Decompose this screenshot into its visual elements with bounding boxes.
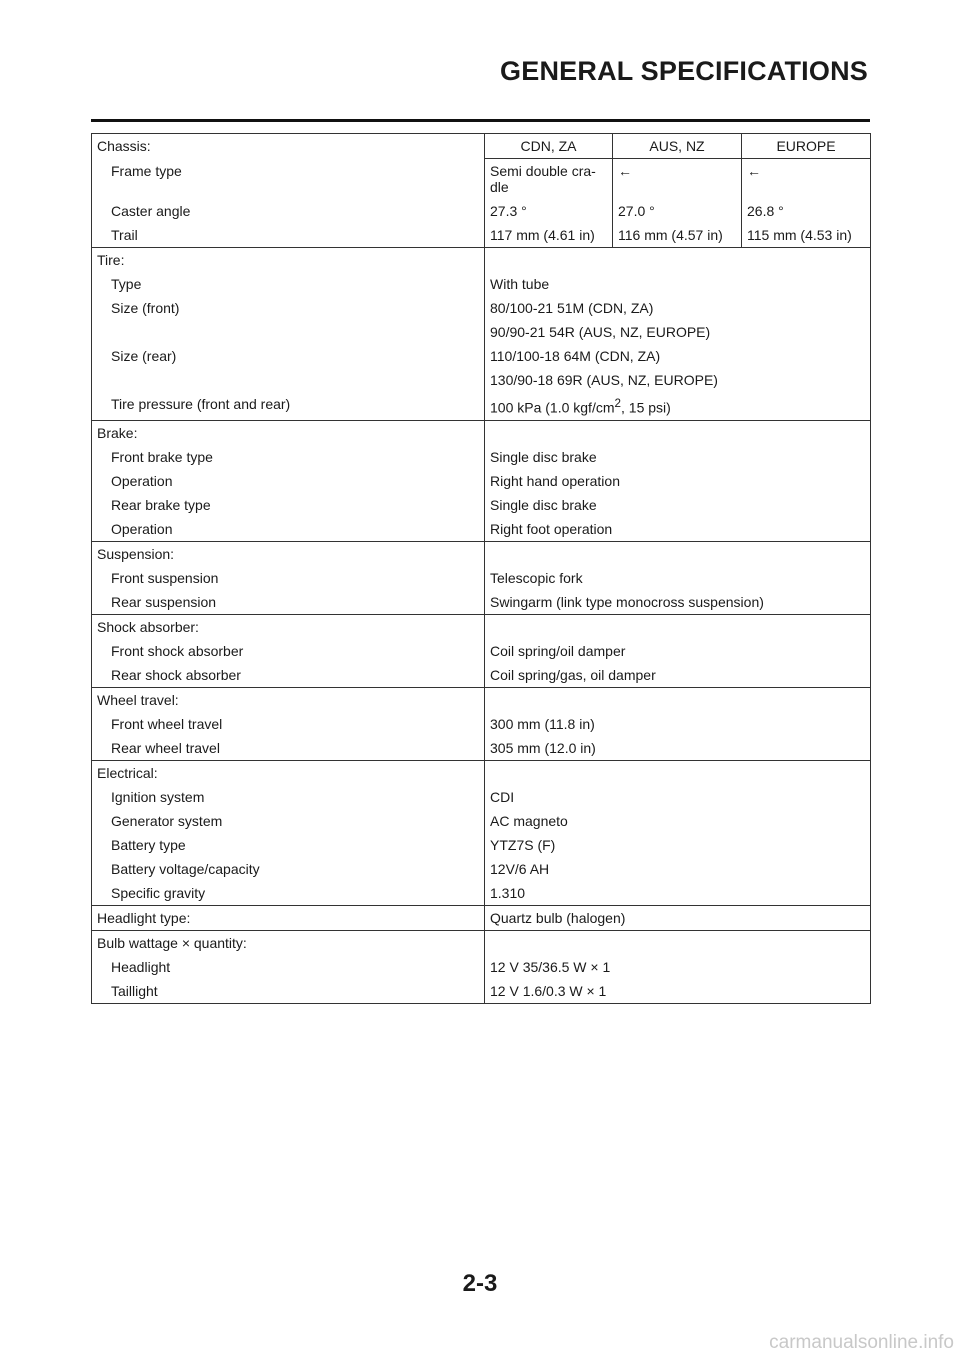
row-label: Headlight bbox=[92, 955, 485, 979]
column-header-cdn-za: CDN, ZA bbox=[485, 134, 613, 159]
column-header-europe: EUROPE bbox=[742, 134, 871, 159]
cell-value: Telescopic fork bbox=[485, 566, 871, 590]
section-heading-chassis: Chassis: bbox=[92, 134, 485, 159]
cell-value: 80/100-21 51M (CDN, ZA) bbox=[485, 296, 871, 320]
table-row bbox=[92, 159, 871, 200]
cell-value bbox=[485, 930, 871, 955]
row-label: Rear wheel travel bbox=[92, 736, 485, 761]
row-label-size-rear: Size (rear) bbox=[92, 344, 485, 368]
cell-value: 116 mm (4.57 in) bbox=[613, 223, 742, 248]
cell-value: Semi double cra-dle bbox=[485, 159, 613, 200]
cell-value: 27.3 ° bbox=[485, 199, 613, 223]
row-label: Operation bbox=[92, 469, 485, 493]
row-label: Front shock absorber bbox=[92, 639, 485, 663]
section-heading-suspension: Suspension: bbox=[92, 541, 485, 566]
row-label: Taillight bbox=[92, 979, 485, 1004]
row-label: Specific gravity bbox=[92, 881, 485, 906]
section-heading-brake: Brake: bbox=[92, 420, 485, 445]
cell-value: 130/90-18 69R (AUS, NZ, EUROPE) bbox=[485, 368, 871, 392]
cell-value: Quartz bulb (halogen) bbox=[485, 905, 871, 930]
table-row bbox=[92, 541, 871, 566]
cell-value bbox=[485, 420, 871, 445]
table-row bbox=[92, 905, 871, 930]
chassis-header-row bbox=[92, 134, 871, 159]
table-row bbox=[92, 881, 871, 906]
table-row bbox=[92, 590, 871, 615]
cell-value: 305 mm (12.0 in) bbox=[485, 736, 871, 761]
section-heading-electrical: Electrical: bbox=[92, 760, 485, 785]
table-row bbox=[92, 614, 871, 639]
table-row bbox=[92, 272, 871, 296]
table-row bbox=[92, 493, 871, 517]
row-label: Front suspension bbox=[92, 566, 485, 590]
section-heading-tire: Tire: bbox=[92, 248, 485, 273]
section-heading-wheel-travel: Wheel travel: bbox=[92, 687, 485, 712]
row-label-empty bbox=[92, 320, 485, 344]
table-row bbox=[92, 809, 871, 833]
row-label-empty bbox=[92, 368, 485, 392]
row-label: Rear brake type bbox=[92, 493, 485, 517]
table-row bbox=[92, 979, 871, 1004]
cell-value bbox=[485, 760, 871, 785]
table-row bbox=[92, 344, 871, 368]
table-row bbox=[92, 785, 871, 809]
table-row bbox=[92, 639, 871, 663]
cell-value: YTZ7S (F) bbox=[485, 833, 871, 857]
cell-value: 115 mm (4.53 in) bbox=[742, 223, 871, 248]
cell-value: 27.0 ° bbox=[613, 199, 742, 223]
table-row bbox=[92, 857, 871, 881]
watermark: carmanualsonline.info bbox=[769, 1332, 954, 1353]
table-row bbox=[92, 248, 871, 273]
table-row bbox=[92, 320, 871, 344]
table-row bbox=[92, 760, 871, 785]
table-row bbox=[92, 517, 871, 542]
specifications-table bbox=[91, 133, 871, 1004]
table-row bbox=[92, 469, 871, 493]
cell-value: Coil spring/oil damper bbox=[485, 639, 871, 663]
row-label-caster-angle: Caster angle bbox=[92, 199, 485, 223]
cell-value: Single disc brake bbox=[485, 493, 871, 517]
page-number: 2-3 bbox=[462, 1270, 498, 1297]
cell-value bbox=[485, 614, 871, 639]
table-row bbox=[92, 368, 871, 392]
row-label-size-front: Size (front) bbox=[92, 296, 485, 320]
row-label-tire-type: Type bbox=[92, 272, 485, 296]
row-label-trail: Trail bbox=[92, 223, 485, 248]
table-row bbox=[92, 445, 871, 469]
row-label-tire-pressure: Tire pressure (front and rear) bbox=[92, 392, 485, 420]
cell-value: Single disc brake bbox=[485, 445, 871, 469]
cell-value: CDI bbox=[485, 785, 871, 809]
table-row bbox=[92, 833, 871, 857]
pressure-value-main: 100 kPa (1.0 kgf/cm bbox=[490, 399, 615, 416]
cell-value: 1.310 bbox=[485, 881, 871, 906]
table-row bbox=[92, 663, 871, 688]
row-label: Operation bbox=[92, 517, 485, 542]
row-label: Front wheel travel bbox=[92, 712, 485, 736]
pressure-value-tail: , 15 psi) bbox=[621, 399, 671, 416]
row-label: Ignition system bbox=[92, 785, 485, 809]
pressure-superscript: 2 bbox=[614, 397, 621, 410]
cell-value: 12 V 1.6/0.3 W × 1 bbox=[485, 979, 871, 1004]
table-row bbox=[92, 420, 871, 445]
cell-value: 110/100-18 64M (CDN, ZA) bbox=[485, 344, 871, 368]
cell-value bbox=[485, 687, 871, 712]
row-label-frame-type: Frame type bbox=[92, 159, 485, 200]
table-row bbox=[92, 687, 871, 712]
row-label: Rear shock absorber bbox=[92, 663, 485, 688]
row-label: Battery type bbox=[92, 833, 485, 857]
section-heading-shock-absorber: Shock absorber: bbox=[92, 614, 485, 639]
cell-value: ← bbox=[742, 159, 871, 200]
cell-value: 12V/6 AH bbox=[485, 857, 871, 881]
table-row bbox=[92, 223, 871, 248]
cell-value: Coil spring/gas, oil damper bbox=[485, 663, 871, 688]
table-row bbox=[92, 930, 871, 955]
column-header-aus-nz: AUS, NZ bbox=[613, 134, 742, 159]
cell-value: 300 mm (11.8 in) bbox=[485, 712, 871, 736]
table-row bbox=[92, 199, 871, 223]
cell-value bbox=[485, 392, 871, 420]
cell-value bbox=[485, 248, 871, 273]
cell-value: ← bbox=[613, 159, 742, 200]
cell-value: Swingarm (link type monocross suspension) bbox=[485, 590, 871, 615]
table-row bbox=[92, 712, 871, 736]
cell-value: AC magneto bbox=[485, 809, 871, 833]
row-label: Front brake type bbox=[92, 445, 485, 469]
table-row bbox=[92, 736, 871, 761]
table-row bbox=[92, 955, 871, 979]
row-label: Rear suspension bbox=[92, 590, 485, 615]
cell-value: Right foot operation bbox=[485, 517, 871, 542]
cell-value: 26.8 ° bbox=[742, 199, 871, 223]
row-label: Battery voltage/capacity bbox=[92, 857, 485, 881]
cell-value: 90/90-21 54R (AUS, NZ, EUROPE) bbox=[485, 320, 871, 344]
section-heading-bulb-wattage: Bulb wattage × quantity: bbox=[92, 930, 485, 955]
table-row bbox=[92, 392, 871, 420]
section-heading-headlight-type: Headlight type: bbox=[92, 905, 485, 930]
table-row bbox=[92, 566, 871, 590]
cell-value: With tube bbox=[485, 272, 871, 296]
table-row bbox=[92, 296, 871, 320]
title-rule bbox=[91, 119, 870, 122]
page-title: GENERAL SPECIFICATIONS bbox=[500, 56, 868, 86]
cell-value bbox=[485, 541, 871, 566]
cell-value: 117 mm (4.61 in) bbox=[485, 223, 613, 248]
row-label: Generator system bbox=[92, 809, 485, 833]
cell-value: 12 V 35/36.5 W × 1 bbox=[485, 955, 871, 979]
cell-value: Right hand operation bbox=[485, 469, 871, 493]
